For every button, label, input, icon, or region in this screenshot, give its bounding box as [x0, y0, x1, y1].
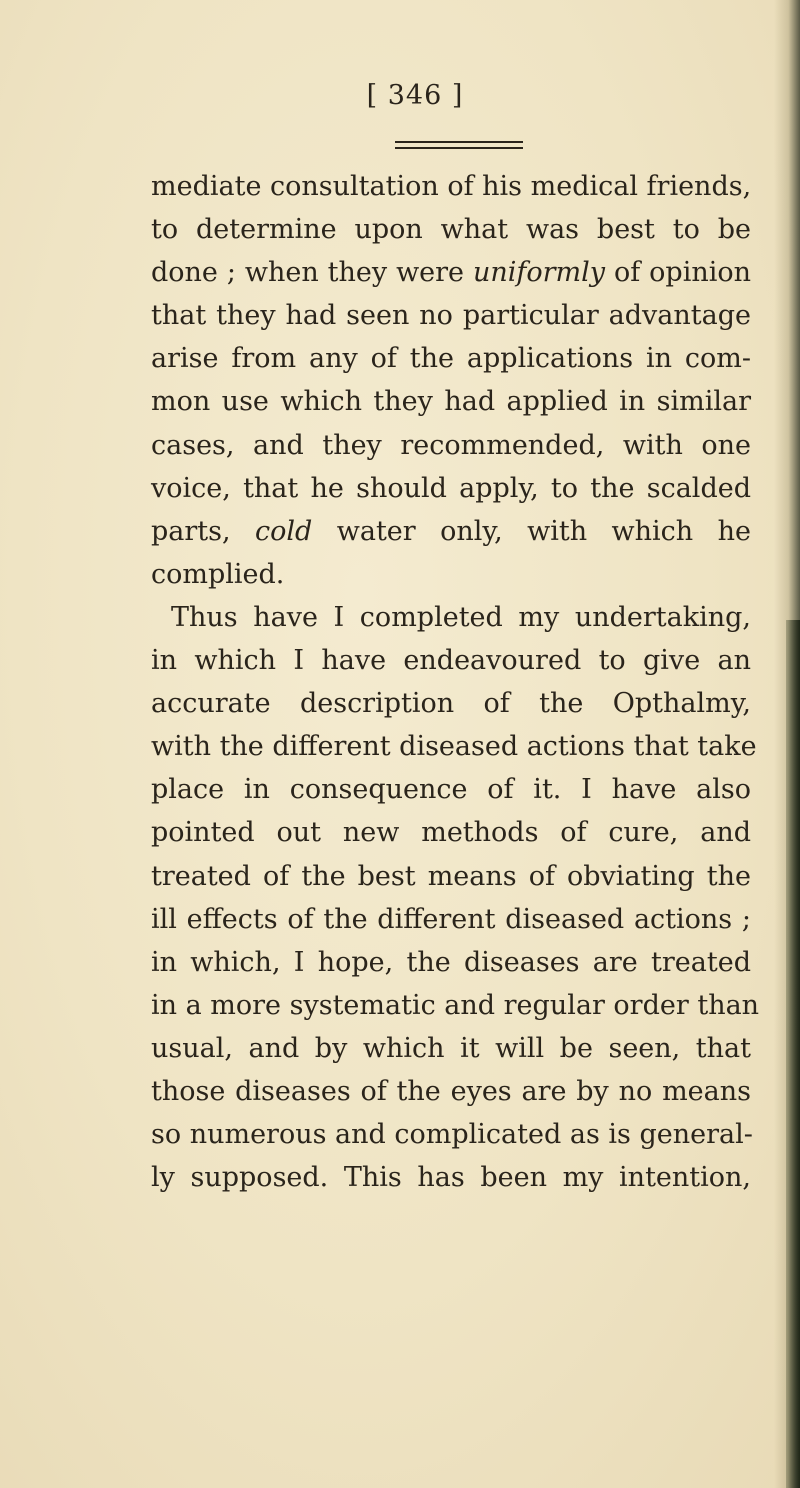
- text-segment: those diseases of the eyes are by no means: [151, 1075, 751, 1107]
- text-line: [151, 1113, 751, 1156]
- text-segment: cases, and they recommended, with one: [151, 429, 751, 461]
- text-line: [151, 337, 751, 380]
- text-segment: so numerous and complicated as is general-: [151, 1119, 753, 1151]
- text-line: [151, 1156, 751, 1199]
- text-line: [151, 380, 751, 423]
- text-line: [151, 208, 751, 251]
- text-segment: in which, I hope, the diseases are treated: [151, 946, 751, 978]
- text-line: [151, 768, 751, 811]
- text-line: [151, 596, 751, 639]
- text-line: [151, 855, 751, 898]
- text-segment: with the different diseased actions that take: [151, 731, 757, 763]
- text-segment: accurate description of the Opthalmy,: [151, 688, 751, 720]
- text-line: [151, 553, 751, 596]
- text-line: [151, 811, 751, 854]
- text-segment: water only, with which he: [312, 515, 751, 547]
- text-segment: to determine upon what was best to be: [151, 214, 751, 246]
- page-number: [ 346 ]: [366, 80, 464, 111]
- italic-word: cold: [255, 515, 313, 547]
- header-double-rule: [395, 141, 523, 149]
- text-segment: place in consequence of it. I have also: [151, 774, 751, 806]
- text-segment: in a more systematic and regular order than: [151, 989, 760, 1021]
- italic-word: uniformly: [472, 257, 606, 289]
- text-line: [151, 1070, 751, 1113]
- text-segment: treated of the best means of obviating the: [151, 860, 751, 892]
- text-segment: parts,: [151, 515, 256, 547]
- text-segment: that they had seen no particular advantage: [151, 300, 751, 332]
- text-segment: ill effects of the different diseased actions ;: [151, 903, 751, 935]
- text-line: [151, 510, 751, 553]
- text-line: [151, 725, 757, 768]
- text-segment: voice, that he should apply, to the scalded: [151, 472, 751, 504]
- text-segment: complied.: [151, 558, 285, 590]
- text-line: [151, 467, 751, 510]
- text-segment: mediate consultation of his medical friends,: [151, 171, 752, 202]
- text-segment: arise from any of the applications in com-: [151, 343, 751, 375]
- text-segment: in which I have endeavoured to give an: [151, 645, 751, 677]
- text-line: [151, 639, 751, 682]
- text-segment: ly supposed. This has been my intention,: [151, 1162, 751, 1194]
- text-line: [151, 941, 751, 984]
- text-segment: done ; when they were: [151, 257, 473, 289]
- text-segment: pointed out new methods of cure, and: [151, 817, 751, 849]
- page-edge-dark: [786, 620, 800, 1488]
- body-text: [151, 165, 760, 1199]
- text-line: [151, 251, 751, 294]
- text-line: [151, 294, 751, 337]
- text-segment: mon use which they had applied in similar: [151, 386, 751, 418]
- text-line: [151, 424, 751, 467]
- text-segment: usual, and by which it will be seen, that: [151, 1032, 751, 1064]
- text-line: [151, 898, 751, 941]
- text-line: [151, 1027, 751, 1070]
- page-number-header: [0, 80, 800, 111]
- text-segment: of opinion: [605, 257, 752, 289]
- text-line: [151, 165, 751, 208]
- text-line: [151, 682, 751, 725]
- text-segment: Thus have I completed my undertaking,: [171, 601, 751, 633]
- text-line: [151, 984, 760, 1027]
